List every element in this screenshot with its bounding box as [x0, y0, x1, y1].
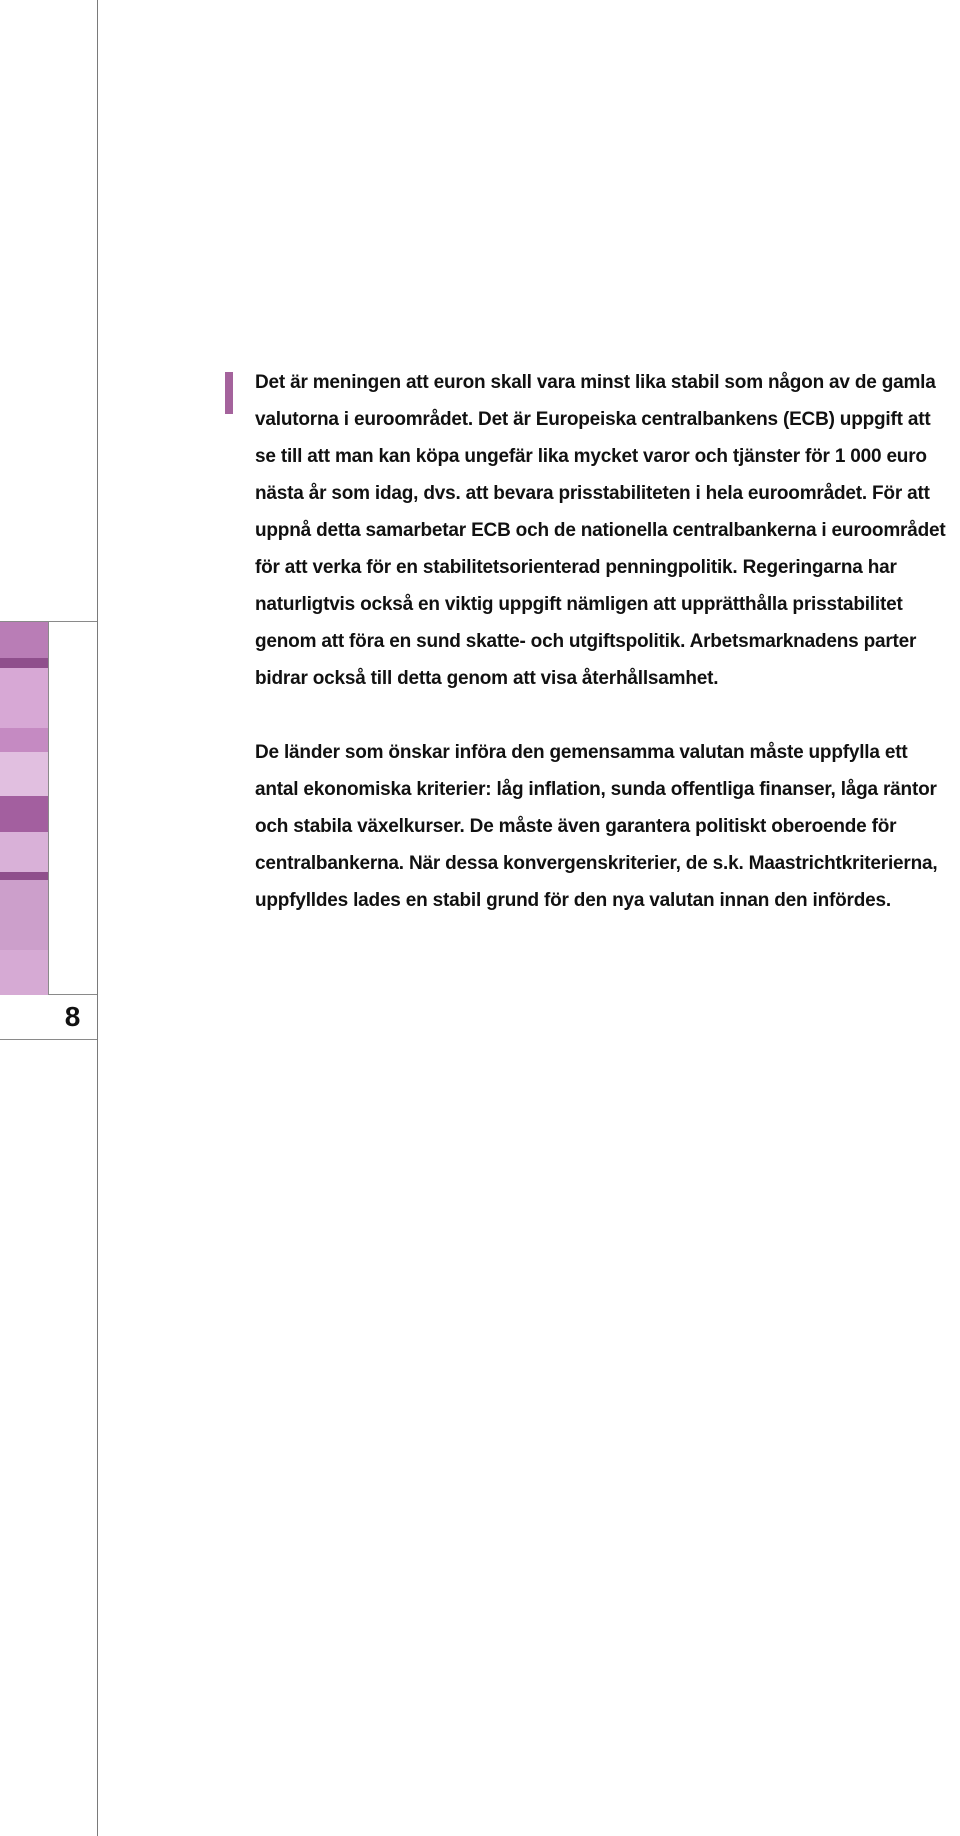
- banknote-photo-strip: [0, 621, 49, 995]
- margin-rule: [97, 0, 98, 1836]
- paragraph-price-stability: Det är meningen att euron skall vara minst lika stabil som någon av de gamla valutorna i euroområdet. Det är Europeiska centralbankens (ECB) uppgift att se till att man kan köpa ungefär lika mycket varor och tjänster för 1 000 euro nästa år som idag, dvs. att bevara prisstabiliteten i hela euroområdet. För att uppnå detta samarbetar ECB och de nationella centralbankerna i euroområdet för att verka för en stabilitetsorienterad penningpolitik. Regeringarna har naturligtvis också en viktig uppgift nämligen att upprätthålla prisstabilitet genom att föra en sund skatte- och utgiftspolitik. Arbetsmarknadens parter bidrar också till detta genom att visa återhållsamhet.: [255, 372, 946, 689]
- paragraph-convergence-criteria: De länder som önskar införa den gemensamma valutan måste uppfylla ett antal ekonomiska kriterier: låg inflation, sunda offentliga finanser, låga räntor och stabila växelkurser. De måste även garantera politiskt oberoende för centralbankerna. När dessa konvergenskriterier, de s.k. Maastrichtkriterierna, uppfylldes lades en stabil grund för den nya valutan innan den infördes.: [255, 742, 938, 911]
- page-number: 8: [48, 994, 97, 1040]
- accent-bar: [225, 372, 233, 414]
- strip-divider: [48, 621, 97, 622]
- body-text: [255, 364, 955, 956]
- page-box-rule: [0, 1039, 48, 1040]
